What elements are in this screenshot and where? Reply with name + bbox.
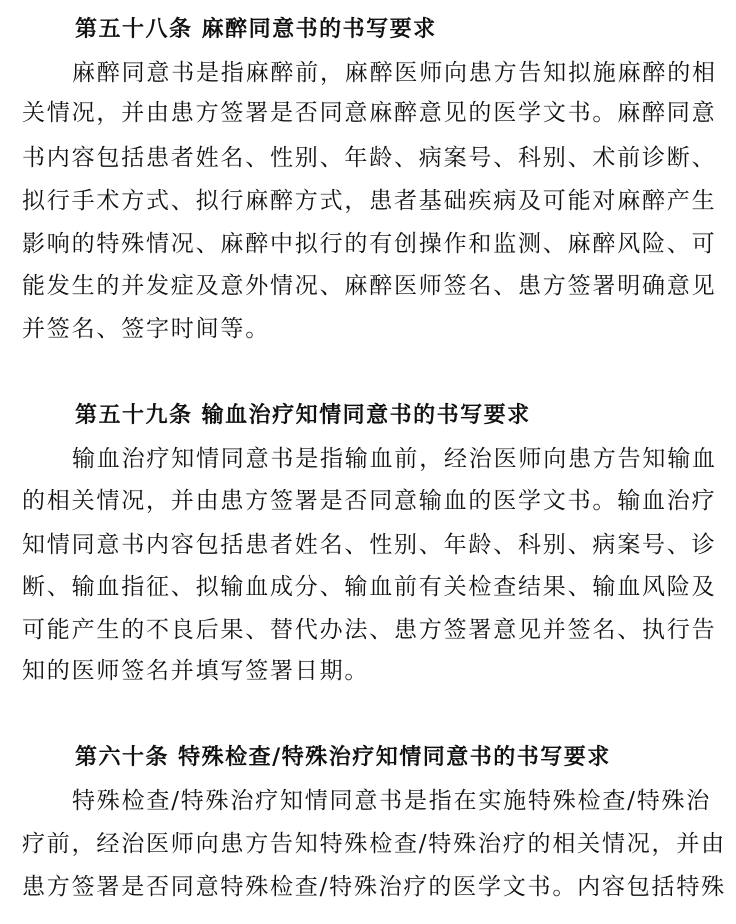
article-59-line-6: 知的医师签名并填写签署日期。 <box>22 658 370 684</box>
article-58-line-3: 书内容包括患者姓名、性别、年龄、病案号、科别、术前诊断、 <box>22 145 717 171</box>
article-58-heading: 第五十八条 麻醉同意书的书写要求 <box>75 16 437 42</box>
article-59-heading: 第五十九条 输血治疗知情同意书的书写要求 <box>75 402 531 428</box>
article-59-line-2: 的相关情况，并由患方签署是否同意输血的医学文书。输血治疗 <box>22 488 717 514</box>
article-58-line-1: 麻醉同意书是指麻醉前，麻醉医师向患方告知拟施麻醉的相 <box>72 60 717 86</box>
article-58-line-2: 关情况，并由患方签署是否同意麻醉意见的医学文书。麻醉同意 <box>22 100 717 126</box>
article-58-line-4: 拟行手术方式、拟行麻醉方式，患者基础疾病及可能对麻醉产生 <box>22 188 717 214</box>
article-59-line-4: 断、输血指征、拟输血成分、输血前有关检查结果、输血风险及 <box>22 574 717 600</box>
article-59-line-5: 可能产生的不良后果、替代办法、患方签署意见并签名、执行告 <box>22 617 717 643</box>
article-59-line-1: 输血治疗知情同意书是指输血前，经治医师向患方告知输血 <box>72 446 717 472</box>
article-58-line-5: 影响的特殊情况、麻醉中拟行的有创操作和监测、麻醉风险、可 <box>22 231 717 257</box>
article-60-line-2: 疗前，经治医师向患方告知特殊检查/特殊治疗的相关情况，并由 <box>22 831 726 857</box>
article-59-line-3: 知情同意书内容包括患者姓名、性别、年龄、科别、病案号、诊 <box>22 532 717 558</box>
article-58-line-6: 能发生的并发症及意外情况、麻醉医师签名、患方签署明确意见 <box>22 273 717 299</box>
article-60-heading: 第六十条 特殊检查/特殊治疗知情同意书的书写要求 <box>75 744 611 770</box>
article-60-line-1: 特殊检查/特殊治疗知情同意书是指在实施特殊检查/特殊治 <box>72 788 712 814</box>
article-58-line-7: 并签名、签字时间等。 <box>22 316 270 342</box>
article-60-line-3: 患方签署是否同意特殊检查/特殊治疗的医学文书。内容包括特殊 <box>22 874 726 900</box>
